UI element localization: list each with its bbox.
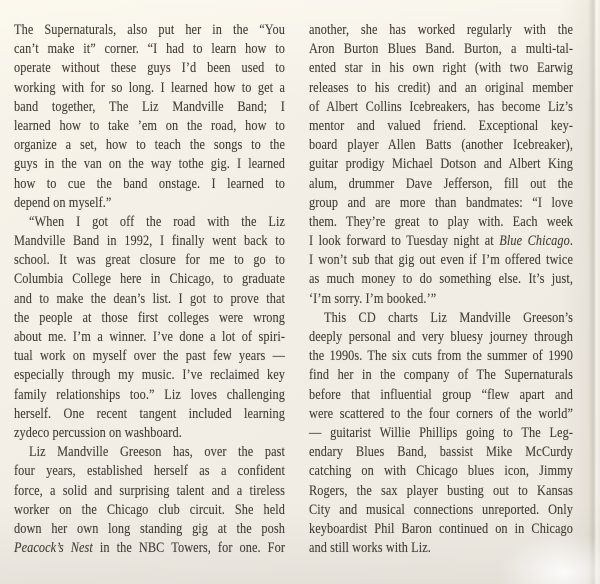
text-line: of Albert Collins Icebreakers, has become Liz’s bbox=[309, 98, 574, 115]
text-line: tual work on myself over the past few years — bbox=[14, 348, 286, 365]
text-line: Columbia College here in Chicago, to graduate bbox=[14, 271, 285, 288]
text-line: the people at those first colleges were wrong bbox=[14, 309, 285, 326]
paragraph bbox=[14, 213, 285, 443]
text-line: operate without these guys I’d been used to bbox=[14, 60, 285, 77]
text-line: before that influential group “flew apart and bbox=[309, 386, 574, 403]
text-line: The Supernaturals, also put her in the “You bbox=[14, 22, 286, 38]
text-line: group and are more than bandmates: “I love bbox=[309, 194, 574, 211]
text-line: This CD charts Liz Mandville Greeson’s bbox=[324, 309, 574, 326]
text-line: Peacock’s Nest in the NBC Towers, for one. For bbox=[14, 540, 285, 557]
text-line: find her in the company of The Supernaturals bbox=[309, 367, 574, 384]
text-line: I look forward to Tuesday night at Blue Chicago. bbox=[309, 233, 574, 250]
text-line: zydeco percussion on washboard. bbox=[14, 424, 182, 441]
text-line: deeply personal and very bluesy journey through bbox=[309, 329, 573, 345]
paragraph bbox=[14, 21, 285, 213]
text-line: mentor and valued friend. Exceptional key- bbox=[309, 117, 574, 134]
text-column-left bbox=[14, 21, 285, 558]
paragraph bbox=[309, 309, 573, 558]
text-line: another, she has worked regularly with the bbox=[309, 22, 574, 38]
text-line: guitar prodigy Michael Dotson and Albert King bbox=[309, 156, 574, 173]
paragraph bbox=[14, 443, 285, 558]
text-line: band together, The Liz Mandville Band; I bbox=[14, 98, 285, 115]
text-line: force, a solid and surprising talent and a tireless bbox=[14, 482, 286, 499]
text-line: how to cue the band onstage. I learned to bbox=[14, 175, 285, 192]
text-line: — guitarist Willie Phillips going to The Leg- bbox=[309, 424, 574, 441]
text-line: down her own long standing gig at the posh bbox=[14, 520, 286, 537]
text-line: board player Allen Batts (another Icebreaker), bbox=[309, 137, 574, 154]
text-line: worker on the Chicago club circuit. She held bbox=[14, 501, 285, 518]
text-line: depend on myself.” bbox=[14, 194, 112, 211]
text-line: Liz Mandville Greeson has, over the past bbox=[29, 444, 286, 461]
text-line: catching on with Chicago blues icon, Jimmy bbox=[309, 463, 574, 480]
text-line: ‘I’m sorry. I’m booked.’” bbox=[309, 290, 437, 307]
text-line: herself. One recent tangent included learning bbox=[14, 405, 285, 422]
text-line: school. It was great closure for me to go to bbox=[14, 252, 285, 269]
text-line: releases to his credit) and an original member bbox=[309, 79, 574, 96]
text-line: keyboardist Phil Baron continued on in Chicago bbox=[309, 520, 574, 537]
text-line: ented star in his own right (with two Earwig bbox=[309, 60, 574, 77]
paragraph bbox=[309, 21, 573, 309]
text-line: Mandville Band in 1992, I finally went back to bbox=[14, 233, 285, 250]
text-line: endary Blues Band, bassist Mike McCurdy bbox=[309, 444, 574, 461]
text-line: especially through my music. I’ve reclaimed key bbox=[14, 367, 286, 384]
text-line: “When I got off the road with the Liz bbox=[29, 213, 286, 230]
text-line: and still works with Liz. bbox=[309, 540, 431, 557]
text-line: about me. I’m a winner. I’ve done a lot of spiri- bbox=[14, 329, 285, 345]
text-column-right bbox=[309, 21, 573, 558]
text-line: them. They’re great to play with. Each week bbox=[309, 213, 574, 230]
text-line: organize a set, how to teach the songs to the bbox=[14, 137, 285, 154]
text-line: Rogers, the sax player busting out to Kansas bbox=[309, 482, 574, 499]
text-line: learned how to take ’em on the road, how to bbox=[14, 117, 286, 134]
text-line: the 1990s. The six cuts from the summer of 1990 bbox=[309, 348, 574, 365]
text-line: guys in the van on the way tothe gig. I learned bbox=[14, 156, 286, 173]
text-line: were scattered to the four corners of the world” bbox=[309, 405, 574, 422]
text-line: family relationships too.” Liz loves challenging bbox=[14, 386, 286, 403]
text-line: as much money to do something else. It’s just, bbox=[309, 271, 574, 288]
text-line: I won’t sub that gig out even if I’m offered twice bbox=[309, 252, 573, 269]
text-line: working with for so long. I learned how to get a bbox=[14, 79, 285, 96]
text-line: can’t make it” corner. “I had to learn how to bbox=[14, 41, 285, 58]
text-line: Aron Burton Blues Band. Burton, a multi-tal- bbox=[309, 41, 574, 58]
text-line: and to make the dean’s list. I got to prove that bbox=[14, 290, 285, 307]
text-line: alum, drummer Dave Jefferson, fill out the bbox=[309, 175, 574, 192]
text-line: City and musical connections unreported. Only bbox=[309, 501, 574, 518]
text-line: four years, established herself as a confident bbox=[14, 463, 286, 480]
